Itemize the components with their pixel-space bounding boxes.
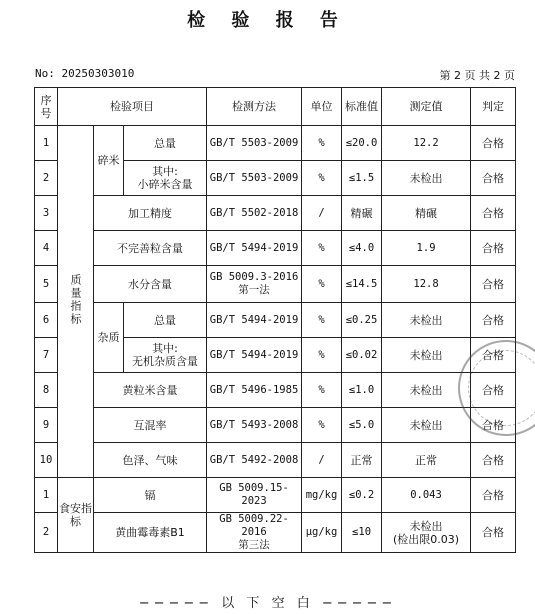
row-measured: 精碾 [382, 196, 471, 231]
subgroup-broken-rice: 碎米 [94, 126, 124, 196]
row-item: 总量 [124, 303, 207, 338]
table-row [35, 443, 516, 478]
row-measured: 未检出 [382, 161, 471, 196]
row-no: 9 [35, 408, 58, 443]
table-row [35, 196, 516, 231]
header-method: 检测方法 [207, 88, 302, 126]
row-no: 10 [35, 443, 58, 478]
row-unit: % [302, 126, 342, 161]
row-standard: ≤5.0 [342, 408, 382, 443]
row-measured: 未检出 [382, 303, 471, 338]
row-verdict: 合格 [471, 478, 516, 513]
row-no: 2 [35, 161, 58, 196]
row-no: 1 [35, 478, 58, 513]
row-item: 水分含量 [94, 266, 207, 303]
row-standard: ≤20.0 [342, 126, 382, 161]
row-method: GB 5009.22-2016 第三法 [207, 513, 302, 553]
row-item: 黄曲霉毒素B1 [94, 513, 207, 553]
table-row [35, 478, 516, 513]
row-measured: 未检出 (检出限0.03) [382, 513, 471, 553]
row-measured: 1.9 [382, 231, 471, 266]
table-row [35, 303, 516, 338]
table-row [35, 513, 516, 553]
row-measured: 0.043 [382, 478, 471, 513]
row-method: GB/T 5496-1985 [207, 373, 302, 408]
row-standard: ≤0.2 [342, 478, 382, 513]
report-title: 检 验 报 告 [187, 10, 348, 31]
row-standard: 正常 [342, 443, 382, 478]
row-method: GB 5009.15-2023 [207, 478, 302, 513]
table-row [35, 373, 516, 408]
row-item: 其中: 无机杂质含量 [124, 338, 207, 373]
row-verdict: 合格 [471, 373, 516, 408]
inspection-table [34, 87, 516, 553]
row-unit: % [302, 303, 342, 338]
row-no: 8 [35, 373, 58, 408]
group-safety-label: 食安指标 [58, 478, 94, 553]
table-row [35, 231, 516, 266]
row-unit: / [302, 443, 342, 478]
row-no: 1 [35, 126, 58, 161]
row-measured: 12.2 [382, 126, 471, 161]
row-verdict: 合格 [471, 443, 516, 478]
page-indicator: 第 2 页 共 2 页 [439, 69, 515, 82]
row-verdict: 合格 [471, 231, 516, 266]
row-standard: ≤1.0 [342, 373, 382, 408]
row-method: GB/T 5494-2019 [207, 231, 302, 266]
row-item: 色泽、气味 [94, 443, 207, 478]
row-method: GB/T 5502-2018 [207, 196, 302, 231]
row-method: GB/T 5493-2008 [207, 408, 302, 443]
row-measured: 12.8 [382, 266, 471, 303]
row-item: 总量 [124, 126, 207, 161]
row-no: 3 [35, 196, 58, 231]
row-unit: % [302, 373, 342, 408]
row-method: GB/T 5503-2009 [207, 126, 302, 161]
table-row [35, 126, 516, 161]
row-no: 5 [35, 266, 58, 303]
row-no: 7 [35, 338, 58, 373]
header-verdict: 判定 [471, 88, 516, 126]
row-standard: ≤4.0 [342, 231, 382, 266]
row-no: 2 [35, 513, 58, 553]
row-unit: μg/kg [302, 513, 342, 553]
row-standard: ≤10 [342, 513, 382, 553]
row-unit: % [302, 231, 342, 266]
row-standard: ≤0.02 [342, 338, 382, 373]
row-standard: ≤14.5 [342, 266, 382, 303]
row-item: 互混率 [94, 408, 207, 443]
row-verdict: 合格 [471, 161, 516, 196]
row-no: 6 [35, 303, 58, 338]
row-standard: 精碾 [342, 196, 382, 231]
report-number: No: 20250303010 [35, 67, 135, 80]
blank-below-footer: −−−−− 以 下 空 白 −−−−− [138, 596, 397, 611]
header-standard: 标准值 [342, 88, 382, 126]
group-quality-label: 质量指标 [58, 126, 94, 478]
row-method: GB 5009.3-2016第一法 [207, 266, 302, 303]
row-measured: 未检出 [382, 408, 471, 443]
row-unit: % [302, 338, 342, 373]
header-no: 序号 [35, 88, 58, 126]
row-measured: 未检出 [382, 338, 471, 373]
row-item: 不完善粒含量 [94, 231, 207, 266]
table-row [35, 408, 516, 443]
row-verdict: 合格 [471, 513, 516, 553]
row-method: GB/T 5494-2019 [207, 338, 302, 373]
row-item: 镉 [94, 478, 207, 513]
row-unit: mg/kg [302, 478, 342, 513]
table-header-row [35, 88, 516, 126]
header-measured: 测定值 [382, 88, 471, 126]
row-verdict: 合格 [471, 303, 516, 338]
row-measured: 未检出 [382, 373, 471, 408]
row-standard: ≤0.25 [342, 303, 382, 338]
row-item: 黄粒米含量 [94, 373, 207, 408]
row-item: 加工精度 [94, 196, 207, 231]
row-no: 4 [35, 231, 58, 266]
row-method: GB/T 5494-2019 [207, 303, 302, 338]
row-unit: % [302, 408, 342, 443]
row-unit: / [302, 196, 342, 231]
row-verdict: 合格 [471, 126, 516, 161]
row-unit: % [302, 161, 342, 196]
row-verdict: 合格 [471, 338, 516, 373]
row-item: 其中: 小碎米含量 [124, 161, 207, 196]
row-method: GB/T 5492-2008 [207, 443, 302, 478]
row-measured: 正常 [382, 443, 471, 478]
row-unit: % [302, 266, 342, 303]
row-standard: ≤1.5 [342, 161, 382, 196]
header-unit: 单位 [302, 88, 342, 126]
row-verdict: 合格 [471, 266, 516, 303]
table-row [35, 266, 516, 303]
row-method: GB/T 5503-2009 [207, 161, 302, 196]
row-verdict: 合格 [471, 408, 516, 443]
subgroup-impurity: 杂质 [94, 303, 124, 373]
row-verdict: 合格 [471, 196, 516, 231]
header-item: 检验项目 [58, 88, 207, 126]
